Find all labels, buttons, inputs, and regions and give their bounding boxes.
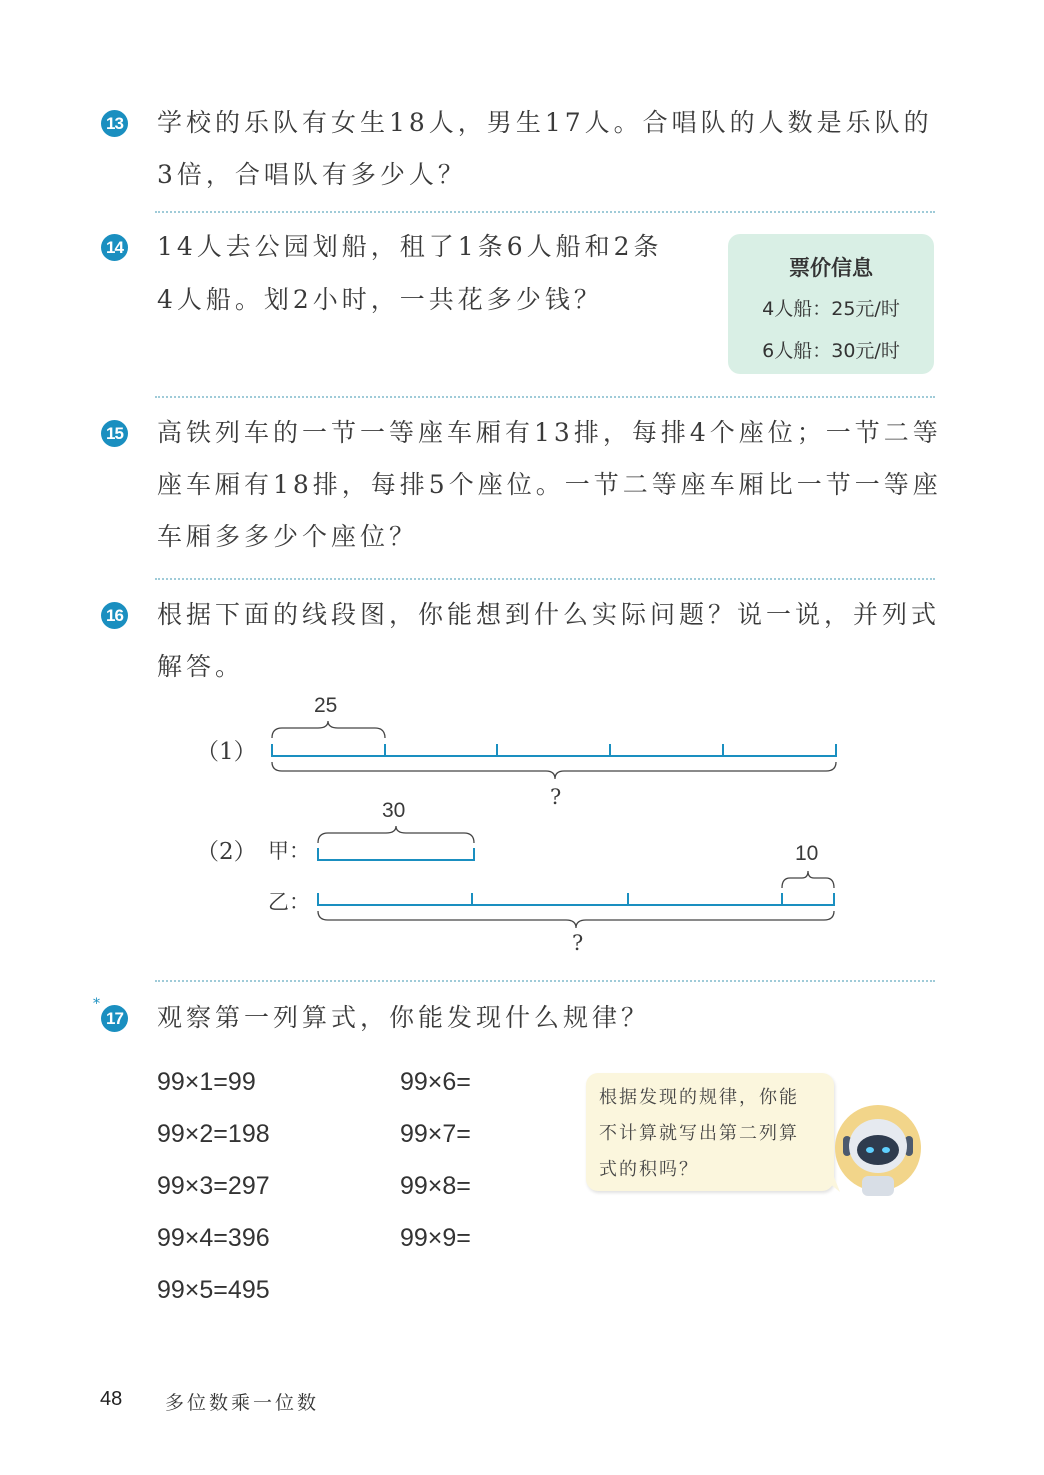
bubble-line3: 式的积吗？ — [599, 1159, 699, 1180]
price-line-4-boat: 4人船：25元/时 — [762, 298, 900, 320]
q15-text-line1: 高铁列车的一节一等座车厢有13排，每排4个座位；一节二等 — [157, 418, 942, 447]
question-number-14: 14 — [101, 234, 128, 261]
diagram1-top-brace — [272, 721, 385, 738]
question-number-13: 13 — [101, 110, 128, 137]
separator — [155, 980, 935, 982]
diagram1-bottom-brace — [272, 762, 836, 779]
diagram2-bottom-brace — [318, 911, 834, 928]
diagram1-segment-value: 25 — [314, 694, 338, 717]
diagram1-label: （1） — [196, 739, 257, 765]
diagram2-total-label: ? — [572, 931, 584, 955]
page-number: 48 — [100, 1388, 123, 1410]
q17-text-line1: 观察第一列算式，你能发现什么规律？ — [157, 1003, 651, 1032]
diagram2-yi-label: 乙： — [268, 890, 310, 914]
diagram2-jia-value: 30 — [382, 799, 406, 822]
diagram2-jia-brace — [318, 826, 474, 843]
diagram2-extra-brace — [782, 871, 834, 888]
equation-col1: 99×1=99 — [157, 1068, 256, 1096]
q14-text-line2: 4人船。划2小时，一共花多少钱？ — [157, 285, 603, 314]
question-number-16: 16 — [101, 602, 128, 629]
equation-col1: 99×3=297 — [157, 1172, 270, 1200]
equation-col2: 99×8= — [400, 1172, 471, 1200]
price-box-title: 票价信息 — [789, 256, 873, 280]
q17-optional-star: * — [93, 996, 100, 1012]
q16-text-line1: 根据下面的线段图，你能想到什么实际问题？说一说，并列式 — [157, 600, 941, 629]
bubble-line2: 不计算就写出第二列算 — [599, 1123, 799, 1144]
equation-col2: 99×6= — [400, 1068, 471, 1096]
diagram2-label: （2） — [196, 839, 257, 865]
equation-col1: 99×2=198 — [157, 1120, 270, 1148]
diagram2-jia-label: 甲： — [268, 839, 310, 863]
q15-text-line2: 座车厢有18排，每排5个座位。一节二等座车厢比一节一等座 — [157, 470, 942, 499]
equation-col1: 99×4=396 — [157, 1224, 270, 1252]
hint-speech-bubble — [586, 1073, 834, 1191]
diagram1-total-label: ? — [550, 785, 562, 809]
q16-text-line2: 解答。 — [157, 652, 245, 681]
q13-text-line1: 学校的乐队有女生18人，男生17人。合唱队的人数是乐队的 — [157, 108, 933, 137]
bubble-line1: 根据发现的规律，你能 — [599, 1087, 799, 1108]
diagram2-extra-value: 10 — [795, 842, 819, 865]
equation-col1: 99×5=495 — [157, 1276, 270, 1304]
robot-mascot-icon — [834, 1104, 924, 1196]
equation-col2: 99×7= — [400, 1120, 471, 1148]
q14-text-line1: 14人去公园划船，租了1条6人船和2条 — [157, 232, 663, 261]
question-number-15: 15 — [101, 420, 128, 447]
q15-text-line3: 车厢多多少个座位？ — [157, 522, 419, 551]
q13-text-line2: 3倍，合唱队有多少人？ — [157, 160, 467, 189]
price-line-6-boat: 6人船：30元/时 — [762, 340, 900, 362]
question-number-17: 17 — [101, 1005, 128, 1032]
chapter-title: 多位数乘一位数 — [165, 1392, 320, 1414]
equation-col2: 99×9= — [400, 1224, 471, 1252]
